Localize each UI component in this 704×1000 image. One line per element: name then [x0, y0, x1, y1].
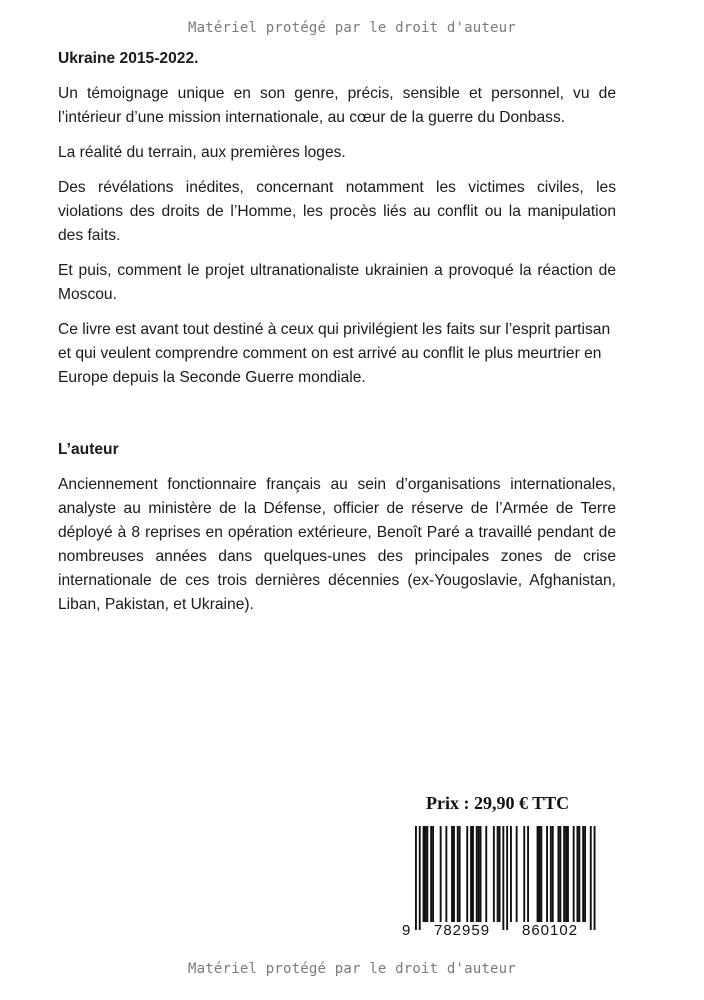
- barcode-bar: [466, 826, 468, 922]
- barcode-right-digits: 860102: [522, 922, 579, 939]
- barcode-bar: [540, 826, 542, 922]
- barcode-bar: [497, 826, 499, 922]
- barcode-bar: [552, 826, 554, 922]
- barcode-bar: [419, 826, 421, 930]
- blurb-paragraph-3: Des révélations inédites, concernant notamment les victimes civiles, les violations des droits de l’Homme, les procès liés au conflit ou la manipulation des faits.: [58, 179, 616, 244]
- barcode-bar: [472, 826, 474, 922]
- blurb-title: Ukraine 2015-2022.: [58, 50, 199, 67]
- barcode-bar: [478, 826, 480, 922]
- barcode-bar: [459, 826, 461, 922]
- barcode-lead-digit: 9: [402, 922, 412, 939]
- barcode-bar: [577, 826, 579, 922]
- barcode-bar: [485, 826, 487, 922]
- barcode-bar: [425, 826, 427, 922]
- barcode-bar: [430, 826, 432, 922]
- barcode-bar: [499, 826, 501, 922]
- barcode-bar: [590, 826, 592, 930]
- barcode-bar: [539, 826, 541, 922]
- blurb-paragraph-2: La réalité du terrain, aux premières loges.: [58, 144, 346, 161]
- barcode-bar: [423, 826, 425, 922]
- isbn-barcode: [398, 822, 604, 946]
- barcode-bar: [516, 826, 518, 922]
- barcode-bar: [550, 826, 552, 922]
- barcode-bar: [582, 826, 584, 922]
- barcode-bar: [480, 826, 482, 922]
- back-cover-text: [58, 47, 616, 628]
- barcode-bar: [476, 826, 478, 922]
- barcode-bar: [502, 826, 504, 930]
- barcode-bar: [567, 826, 569, 922]
- barcode-bar: [537, 826, 539, 922]
- barcode-bar: [506, 826, 508, 930]
- blurb-paragraph-4: Et puis, comment le projet ultranationaliste ukrainien a provoqué la réaction de Moscou.: [58, 262, 616, 303]
- barcode-bar: [563, 826, 565, 922]
- barcode-bar: [558, 826, 560, 922]
- barcode-bar: [445, 826, 447, 922]
- barcode-bar: [493, 826, 495, 922]
- barcode-bar: [546, 826, 548, 922]
- blurb-paragraph-5: Ce livre est avant tout destiné à ceux qui privilégient les faits sur l’esprit partisan et qui veulent comprendre comment on est arrivé au conflit le plus meurtrier en Europe depuis la Seconde Guerre mondiale.: [58, 321, 611, 386]
- barcode-bar: [457, 826, 459, 922]
- barcode-bar: [559, 826, 561, 922]
- barcode-bar: [584, 826, 586, 922]
- barcode-bar: [453, 826, 455, 922]
- barcode-bar: [470, 826, 472, 922]
- barcode-bar: [527, 826, 529, 922]
- barcode-bar: [510, 826, 512, 922]
- blurb-paragraph-1: Un témoignage unique en son genre, précis, sensible et personnel, vu de l’intérieur d’une mission internationale, au cœur de la guerre du Donbass.: [58, 85, 616, 126]
- author-heading: L’auteur: [58, 441, 119, 458]
- barcode-bar: [426, 826, 428, 922]
- author-bio: Anciennement fonctionnaire français au sein d’organisations internationales, analyste au ministère de la Défense, officier de réserve de l’Armée de Terre déployé à 8 reprises en opération extérieure, Benoît Paré a travaillé pendant de nombreuses années dans quelques-unes des principales zones de crise internationale de ces trois dernières décennies (ex-Yougoslavie, Afghanistan, Liban, Pakistan, et Ukraine).: [58, 476, 616, 613]
- barcode-bar: [594, 826, 596, 930]
- barcode-bar: [573, 826, 575, 922]
- copyright-watermark-top: Matériel protégé par le droit d'auteur: [188, 20, 516, 36]
- barcode-bar: [415, 826, 417, 930]
- barcode-bar: [451, 826, 453, 922]
- barcode-bar: [523, 826, 525, 922]
- barcode-bar: [440, 826, 442, 922]
- copyright-watermark-bottom: Matériel protégé par le droit d'auteur: [188, 961, 516, 977]
- barcode-bar: [565, 826, 567, 922]
- barcode-left-digits: 782959: [434, 922, 491, 939]
- barcode-bar: [578, 826, 580, 922]
- price-label: Prix : 29,90 € TTC: [426, 793, 570, 813]
- barcode-bar: [432, 826, 434, 922]
